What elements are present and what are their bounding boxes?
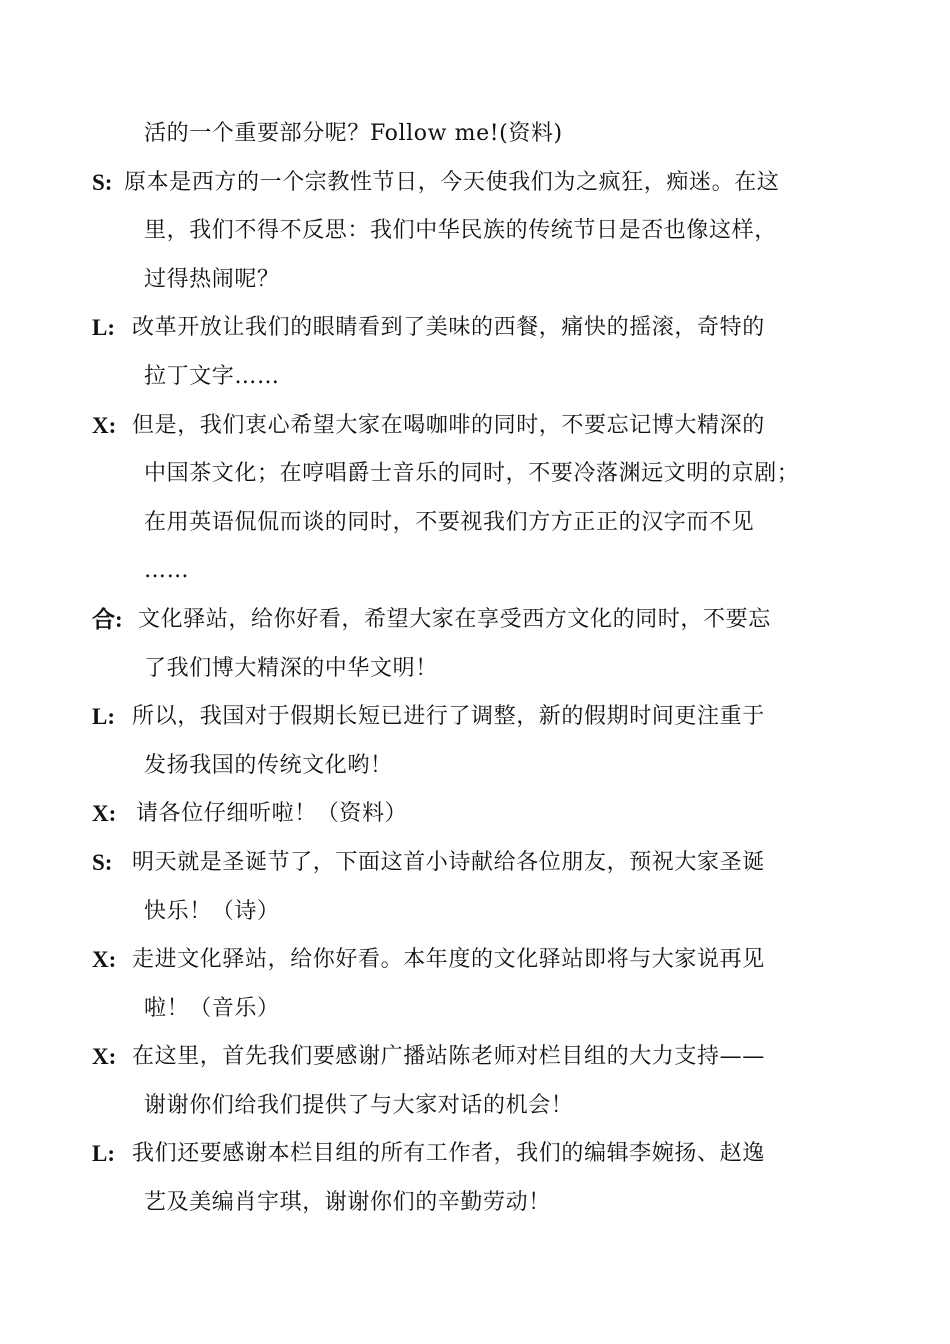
dialogue-line: 了我们博大精深的中华文明！ [144, 655, 438, 681]
dialogue-line: 过得热闹呢？ [144, 266, 280, 292]
dialogue-line: 请各位仔细听啦！（资料） [136, 801, 408, 827]
speaker-label: L: [92, 704, 116, 730]
dialogue-entry [92, 1033, 852, 1130]
dialogue-line: 活的一个重要部分呢？Follow me!(资料) [144, 121, 563, 146]
speaker-label: S: [92, 169, 113, 195]
dialogue-entry [92, 110, 852, 159]
speaker-label: L: [92, 315, 116, 341]
dialogue-line: 里，我们不得不反思：我们中华民族的传统节日是否也像这样， [144, 218, 777, 244]
dialogue-line: 文化驿站，给你好看，希望大家在享受西方文化的同时，不要忘 [138, 606, 771, 632]
speaker-label: S: [92, 849, 113, 875]
dialogue-line: 在用英语侃侃而谈的同时，不要视我们方方正正的汉字而不见 [144, 509, 755, 535]
dialogue-entry [92, 839, 852, 936]
dialogue-entry [92, 159, 852, 305]
dialogue-line: …… [144, 558, 190, 584]
dialogue-script [92, 110, 852, 1228]
dialogue-line: 中国茶文化；在哼唱爵士音乐的同时，不要冷落渊远文明的京剧； [144, 461, 800, 487]
dialogue-entry [92, 936, 852, 1033]
speaker-label: X: [92, 947, 117, 973]
dialogue-line: 改革开放让我们的眼睛看到了美味的西餐，痛快的摇滚，奇特的 [132, 315, 765, 341]
dialogue-entry [92, 790, 852, 839]
dialogue-line: 但是，我们衷心希望大家在喝咖啡的同时，不要忘记博大精深的 [132, 412, 765, 438]
dialogue-line: 所以，我国对于假期长短已进行了调整，新的假期时间更注重于 [132, 704, 765, 730]
dialogue-line: 啦！（音乐） [144, 995, 280, 1021]
dialogue-line: 发扬我国的传统文化哟！ [144, 752, 393, 778]
dialogue-entry [92, 304, 852, 401]
dialogue-entry [92, 1130, 852, 1227]
dialogue-entry [92, 693, 852, 790]
dialogue-line: 走进文化驿站，给你好看。本年度的文化驿站即将与大家说再见 [132, 947, 765, 973]
dialogue-entry [92, 596, 852, 693]
dialogue-line: 快乐！（诗） [144, 898, 280, 924]
dialogue-entry [92, 402, 852, 596]
speaker-label: X: [92, 1044, 117, 1070]
speaker-label: 合: [92, 606, 123, 632]
dialogue-line: 明天就是圣诞节了，下面这首小诗献给各位朋友，预祝大家圣诞 [132, 849, 765, 875]
speaker-label: X: [92, 801, 117, 827]
speaker-label: L: [92, 1141, 116, 1167]
dialogue-line: 拉丁文字…… [144, 363, 280, 389]
dialogue-line: 艺及美编肖宇琪，谢谢你们的辛勤劳动！ [144, 1190, 551, 1216]
dialogue-line: 谢谢你们给我们提供了与大家对话的机会！ [144, 1092, 574, 1118]
speaker-label: X: [92, 412, 117, 438]
dialogue-line: 在这里，首先我们要感谢广播站陈老师对栏目组的大力支持—— [132, 1044, 765, 1070]
dialogue-line: 原本是西方的一个宗教性节日，今天使我们为之疯狂，痴迷。在这 [124, 169, 780, 195]
dialogue-line: 我们还要感谢本栏目组的所有工作者，我们的编辑李婉扬、赵逸 [132, 1141, 765, 1167]
